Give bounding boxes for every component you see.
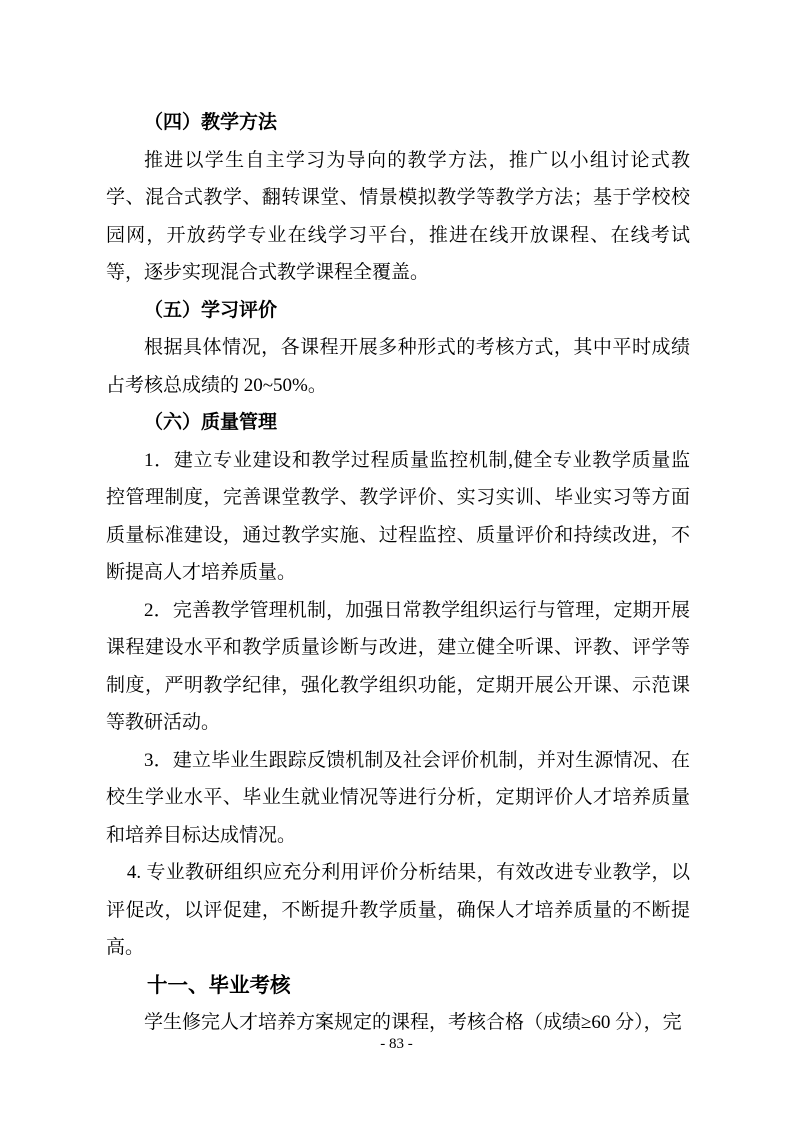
paragraph-teaching-methods: 推进以学生自主学习为导向的教学方法，推广以小组讨论式教学、混合式教学、翻转课堂、情景模拟教学等教学方法；基于学校校园网，开放药学专业在线学习平台，推进在线开放课程、在线考试等，逐步实现混合式教学课程全覆盖。 — [106, 149, 690, 283]
section-heading-4-teaching-methods: （四）教学方法 — [144, 112, 278, 133]
document-content — [106, 104, 690, 1042]
section-heading-5-learning-evaluation: （五）学习评价 — [144, 299, 278, 321]
paragraph-quality-item-1: 1．建立专业建设和教学过程质量监控机制,健全专业教学质量监控管理制度，完善课堂教学、教学评价、实习实训、毕业实习等方面质量标准建设，通过教学实施、过程监控、质量评价和持续改进，不断提高人才培养质量。 — [106, 449, 690, 583]
paragraph-learning-evaluation: 根据具体情况，各课程开展多种形式的考核方式，其中平时成绩占考核总成绩的 20~50%。 — [106, 337, 690, 396]
page-number: - 83 - — [380, 1036, 413, 1052]
paragraph-quality-item-4: 4. 专业教研组织应充分利用评价分析结果，有效改进专业教学，以评促改，以评促建，不断提升教学质量，确保人才培养质量的不断提高。 — [106, 862, 690, 958]
paragraph-quality-item-2: 2．完善教学管理机制，加强日常教学组织运行与管理，定期开展课程建设水平和教学质量诊断与改进，建立健全听课、评教、评学等制度，严明教学纪律，强化教学组织功能，定期开展公开课、示范课等教研活动。 — [106, 599, 690, 733]
paragraph-quality-item-3: 3．建立毕业生跟踪反馈机制及社会评价机制，并对生源情况、在校生学业水平、毕业生就业情况等进行分析，定期评价人才培养质量和培养目标达成情况。 — [106, 749, 690, 846]
section-heading-6-quality-management: （六）质量管理 — [144, 412, 278, 433]
section-heading-11-graduation-assessment: 十一、毕业考核 — [147, 973, 291, 997]
paragraph-graduation-assessment: 学生修完人才培养方案规定的课程，考核合格（成绩≥60 分），完 — [144, 1012, 682, 1033]
